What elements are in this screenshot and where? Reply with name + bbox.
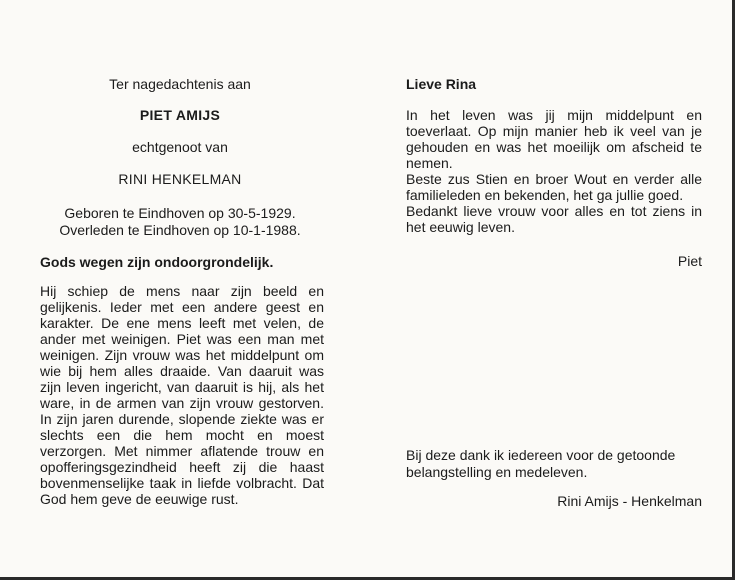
left-page bbox=[40, 0, 340, 580]
letter-text bbox=[406, 107, 702, 235]
letter-paragraph-2: Beste zus Stien en broer Wout en verder alle familieleden en bekenden, het ga jullie goed. bbox=[406, 171, 702, 203]
closing-signature: Rini Amijs - Henkelman bbox=[557, 493, 702, 509]
death-line: Overleden te Eindhoven op 10-1-1988. bbox=[59, 222, 301, 238]
birth-line: Geboren te Eindhoven op 30-5-1929. bbox=[64, 205, 296, 221]
letter-signature: Piet bbox=[677, 253, 702, 269]
letter-salutation: Lieve Rina bbox=[406, 76, 477, 92]
left-heading: Gods wegen zijn ondoorgrondelijk. bbox=[40, 254, 274, 270]
relation-text: echtgenoot van bbox=[132, 139, 228, 155]
spouse-name: RINI HENKELMAN bbox=[118, 171, 242, 187]
memorial-text bbox=[40, 283, 324, 507]
memorial-paragraph: Hij schiep de mens naar zijn beeld en gelijkenis. Ieder met een andere geest en karakter. De ene mens leeft met velen, de ander met weinigen. Piet was een man met weinigen. Zijn vrouw was het middelpunt om wie bij hem alles draaide. Van daaruit was zijn leven ingericht, van daaruit is hij, als het ware, in de armen van zijn vrouw gestorven. In zijn jaren durende, slopende ziekte was er slechts een die hem mocht en moest verzorgen. Met nimmer aflatende trouw en opofferingsgezindheid heeft zij die haast bovenmenselijke taak in liefde volbracht. Dat God hem geve de eeuwige rust. bbox=[40, 283, 324, 507]
deceased-name: PIET AMIJS bbox=[139, 107, 221, 123]
thanks-text: Bij deze dank ik iedereen voor de getoonde belangstelling en medeleven. bbox=[406, 447, 676, 480]
life-dates bbox=[40, 205, 320, 239]
right-page bbox=[406, 0, 702, 580]
memorial-intro: Ter nagedachtenis aan bbox=[109, 76, 251, 92]
letter-paragraph-3: Bedankt lieve vrouw voor alles en tot ziens in het eeuwig leven. bbox=[406, 203, 702, 235]
letter-paragraph-1: In het leven was jij mijn middelpunt en toeverlaat. Op mijn manier heb ik veel van je gehouden en was het moeilijk om afscheid te nemen. bbox=[406, 107, 702, 171]
